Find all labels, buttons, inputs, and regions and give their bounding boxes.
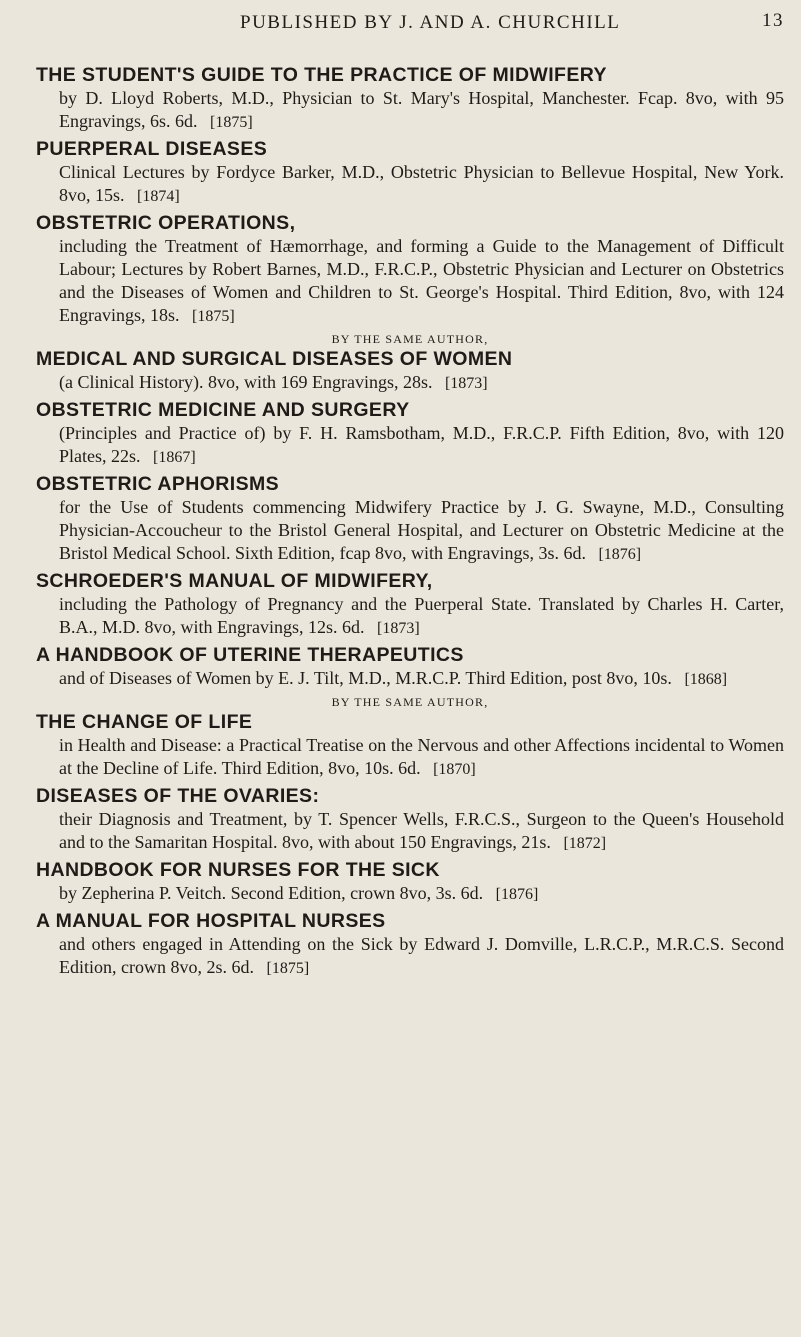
book-description-text: including the Pathology of Pregnancy and the Puerperal State. Translated by Charles H. Carter, B.A., M.D. 8vo, with Engravings, 12s. 6d. xyxy=(59,594,784,637)
publication-year: [1875] xyxy=(210,114,253,131)
book-entry xyxy=(36,64,784,134)
book-title: OBSTETRIC MEDICINE AND SURGERY xyxy=(36,399,410,421)
book-title: A MANUAL FOR HOSPITAL NURSES xyxy=(36,910,386,932)
book-entry xyxy=(36,644,784,691)
book-entry xyxy=(36,695,784,781)
book-list xyxy=(36,64,784,984)
book-title: THE CHANGE OF LIFE xyxy=(36,711,253,733)
book-title: PUERPERAL DISEASES xyxy=(36,138,268,160)
book-entry xyxy=(36,332,784,395)
book-title: HANDBOOK FOR NURSES FOR THE SICK xyxy=(36,859,440,881)
book-description xyxy=(59,422,784,469)
book-description xyxy=(59,87,784,134)
book-title: THE STUDENT'S GUIDE TO THE PRACTICE OF MIDWIFERY xyxy=(36,64,607,86)
book-entry xyxy=(36,859,784,906)
book-entry xyxy=(36,473,784,566)
book-description xyxy=(59,235,784,328)
book-title: MEDICAL AND SURGICAL DISEASES OF WOMEN xyxy=(36,348,513,370)
book-description xyxy=(59,371,784,395)
book-description-text: by Zepherina P. Veitch. Second Edition, crown 8vo, 3s. 6d. xyxy=(59,883,484,903)
book-description xyxy=(59,496,784,566)
book-description xyxy=(59,933,784,980)
publication-year: [1876] xyxy=(598,546,642,563)
book-title: SCHROEDER'S MANUAL OF MIDWIFERY, xyxy=(36,570,433,592)
book-entry xyxy=(36,570,784,640)
book-description-text: Clinical Lectures by Fordyce Barker, M.D., Obstetric Physician to Bellevue Hospital, New York. 8vo, 15s. xyxy=(59,162,784,205)
book-entry xyxy=(36,212,784,328)
book-entry xyxy=(36,910,784,980)
book-title: DISEASES OF THE OVARIES: xyxy=(36,785,320,807)
book-title: OBSTETRIC OPERATIONS, xyxy=(36,212,296,234)
book-description xyxy=(59,734,784,781)
running-head-text: PUBLISHED BY J. AND A. CHURCHILL xyxy=(240,12,621,33)
book-description-text: in Health and Disease: a Practical Treatise on the Nervous and other Affections incidental to Women at the Decline of Life. Third Edition, 8vo, 10s. 6d. xyxy=(59,735,784,778)
publication-year: [1873] xyxy=(377,620,420,637)
publication-year: [1872] xyxy=(563,835,607,852)
publication-year: [1870] xyxy=(433,761,476,778)
publication-year: [1875] xyxy=(192,308,235,325)
book-title: OBSTETRIC APHORISMS xyxy=(36,473,280,495)
publication-year: [1867] xyxy=(153,449,196,466)
book-title: A HANDBOOK OF UTERINE THERAPEUTICS xyxy=(36,644,464,666)
publication-year: [1876] xyxy=(495,886,539,903)
book-description-text: (a Clinical History). 8vo, with 169 Engravings, 28s. xyxy=(59,372,433,392)
page-number: 13 xyxy=(762,10,784,31)
publication-year: [1873] xyxy=(444,375,488,392)
book-description-text: for the Use of Students commencing Midwifery Practice by J. G. Swayne, M.D., Consulting Physician-Accoucheur to the Bristol General Hospital, and Lecturer on Obstetric Medicine at the Bristol Medical School. Sixth Edition, fcap 8vo, with Engravings, 3s. 6d. xyxy=(59,497,784,563)
running-head xyxy=(0,6,801,40)
book-description xyxy=(59,161,784,208)
book-entry xyxy=(36,399,784,469)
book-description xyxy=(59,808,784,855)
publication-year: [1874] xyxy=(137,188,180,205)
publication-year: [1875] xyxy=(266,960,310,977)
book-description xyxy=(59,882,784,906)
book-description-text: and of Diseases of Women by E. J. Tilt, M.D., M.R.C.P. Third Edition, post 8vo, 10s. xyxy=(59,668,672,688)
book-description-text: and others engaged in Attending on the Sick by Edward J. Domville, L.R.C.P., M.R.C.S. Second Edition, crown 8vo, 2s. 6d. xyxy=(59,934,784,977)
book-description-text: by D. Lloyd Roberts, M.D., Physician to St. Mary's Hospital, Manchester. Fcap. 8vo, with 95 Engravings, 6s. 6d. xyxy=(59,88,784,131)
by-same-author-note: BY THE SAME AUTHOR, xyxy=(331,332,489,346)
by-same-author-note: BY THE SAME AUTHOR, xyxy=(331,695,489,709)
book-description-text: (Principles and Practice of) by F. H. Ramsbotham, M.D., F.R.C.P. Fifth Edition, 8vo, with 120 Plates, 22s. xyxy=(59,423,784,466)
book-description xyxy=(59,667,784,691)
publication-year: [1868] xyxy=(684,671,728,688)
book-entry xyxy=(36,785,784,855)
book-description xyxy=(59,593,784,640)
book-description-text: their Diagnosis and Treatment, by T. Spencer Wells, F.R.C.S., Surgeon to the Queen's Household and to the Samaritan Hospital. 8vo, with about 150 Engravings, 21s. xyxy=(59,809,784,852)
book-description-text: including the Treatment of Hæmorrhage, and forming a Guide to the Management of Difficult Labour; Lectures by Robert Barnes, M.D., F.R.C.P., Obstetric Physician and Lecturer on Obstetrics and the Diseases of Women and Children to St. George's Hospital. Third Edition, 8vo, with 124 Engravings, 18s. xyxy=(59,236,784,325)
book-entry xyxy=(36,138,784,208)
